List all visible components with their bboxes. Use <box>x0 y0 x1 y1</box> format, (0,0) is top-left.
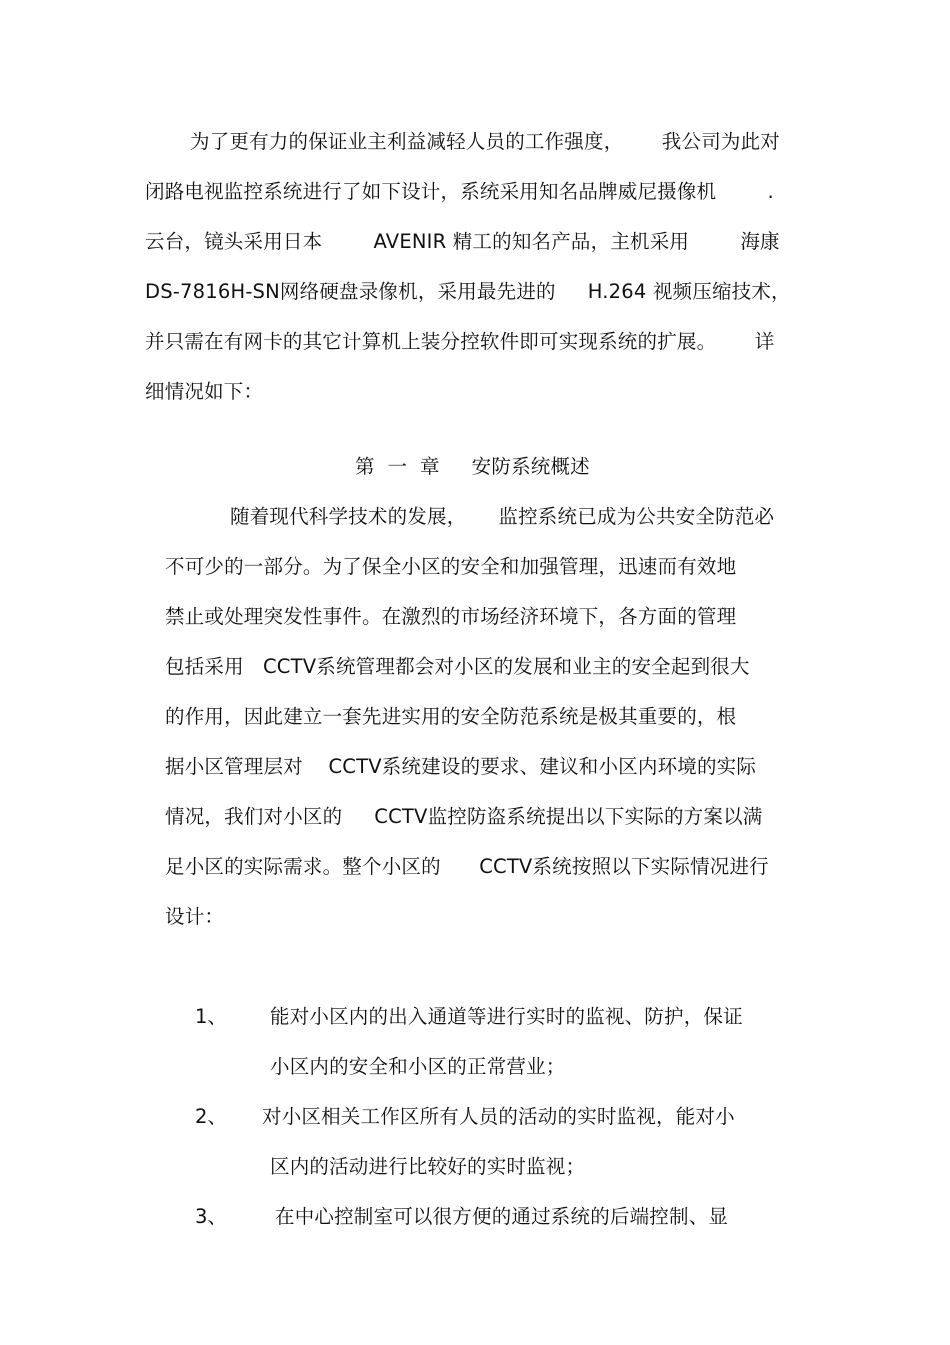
body-line-8: 足小区的实际需求。整个小区的 CCTV系统按照以下实际情况进行 <box>165 855 769 878</box>
list-item-number: 1、 <box>195 1005 227 1028</box>
body-line-6: 据小区管理层对 CCTV系统建设的要求、建议和小区内环境的实际 <box>165 755 757 778</box>
intro-line-4: DS-7816H-SN网络硬盘录像机，采用最先进的 H.264 视频压缩技术， <box>145 280 791 303</box>
list-item-number: 2、 <box>195 1105 227 1128</box>
body-line-4: 包括采用 CCTV系统管理都会对小区的发展和业主的安全起到很大 <box>165 655 750 678</box>
body-line-1: 随着现代科学技术的发展， 监控系统已成为公共安全防范必 <box>230 505 775 528</box>
intro-line-1: 为了更有力的保证业主利益减轻人员的工作强度， 我公司为此对 <box>190 130 780 153</box>
list-item-number: 3、 <box>195 1205 227 1228</box>
body-line-7: 情况，我们对小区的 CCTV监控防盗系统提出以下实际的方案以满 <box>165 805 763 828</box>
body-line-2: 不可少的一部分。为了保全小区的安全和加强管理，迅速而有效地 <box>165 555 737 578</box>
list-item-line: 区内的活动进行比较好的实时监视； <box>270 1155 586 1178</box>
list-item-line: 对小区相关工作区所有人员的活动的实时监视，能对小 <box>262 1105 735 1128</box>
intro-line-5: 并只需在有网卡的其它计算机上装分控软件即可实现系统的扩展。 详 <box>145 330 775 353</box>
chapter-title: 第 一 章 安防系统概述 <box>355 455 590 478</box>
body-line-5: 的作用，因此建立一套先进实用的安全防范系统是极其重要的，根 <box>165 705 737 728</box>
body-line-3: 禁止或处理突发性事件。在激烈的市场经济环境下，各方面的管理 <box>165 605 737 628</box>
list-item-line: 小区内的安全和小区的正常营业； <box>270 1055 566 1078</box>
list-item-line: 能对小区内的出入通道等进行实时的监视、防护，保证 <box>270 1005 743 1028</box>
list-item-line: 在中心控制室可以很方便的通过系统的后端控制、显 <box>275 1205 729 1228</box>
intro-line-3: 云台，镜头采用日本 AVENIR 精工的知名产品，主机采用 海康 <box>145 230 780 253</box>
intro-line-2: 闭路电视监控系统进行了如下设计，系统采用知名品牌威尼摄像机 . <box>145 180 774 203</box>
intro-line-6: 细情况如下： <box>145 380 264 403</box>
body-line-9: 设计： <box>165 905 225 928</box>
